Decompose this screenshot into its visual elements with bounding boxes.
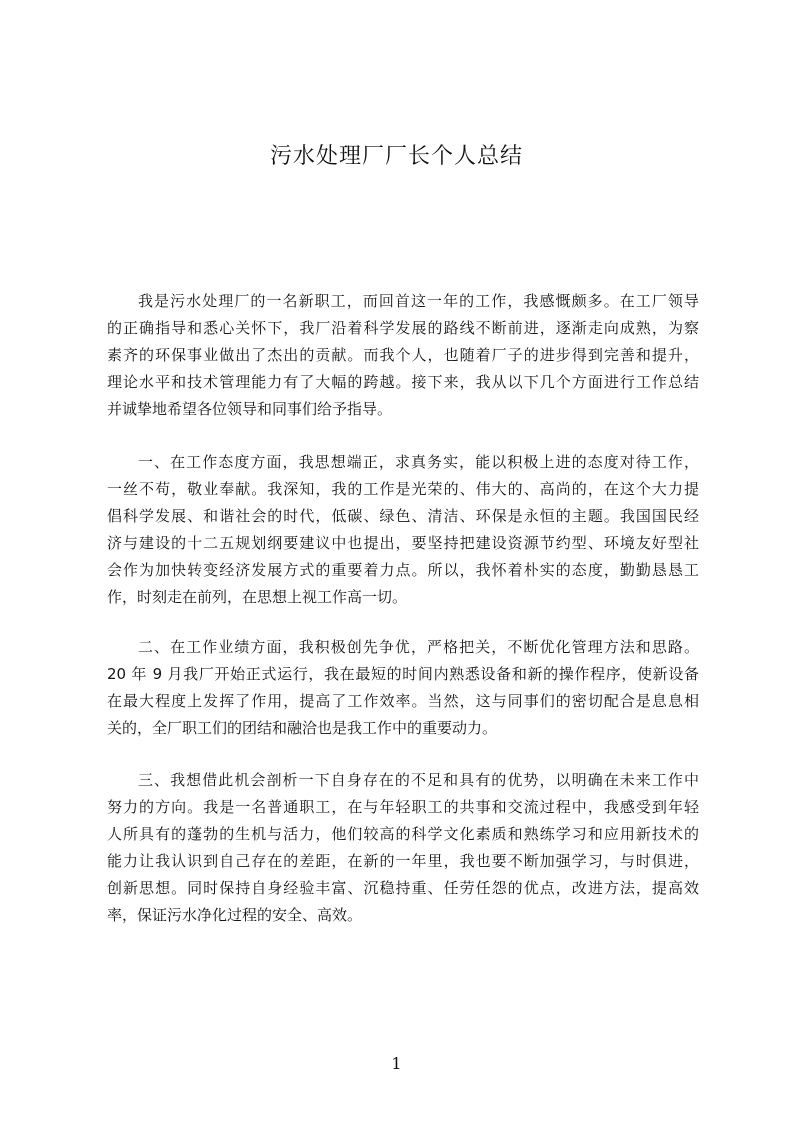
paragraph-line: 并诚挚地希望各位领导和同事们给予指导。 xyxy=(107,400,393,418)
paragraph-4 xyxy=(107,767,699,929)
paragraph-line: 关的，全厂职工们的团结和融洽也是我工作中的重要动力。 xyxy=(107,719,498,737)
paragraph-line: 能力让我认识到自己存在的差距，在新的一年里，我也要不断加强学习，与时俱进， xyxy=(107,852,699,870)
paragraph-line: 理论水平和技术管理能力有了大幅的跨越。接下来，我从以下几个方面进行工作总结 xyxy=(107,373,699,391)
paragraph-1 xyxy=(107,288,699,423)
paragraph-line: 济与建设的十二五规划纲要建议中也提出，要坚持把建设资源节约型、环境友好型社 xyxy=(107,534,699,552)
paragraph-line: 作，时刻走在前列，在思想上视工作高一切。 xyxy=(107,588,408,606)
paragraph-line: 素齐的环保事业做出了杰出的贡献。而我个人，也随着厂子的进步得到完善和提升， xyxy=(107,346,699,364)
paragraph-line: 一、在工作态度方面，我思想端正，求真务实，能以积极上进的态度对待工作， xyxy=(138,453,699,471)
paragraph-line: 20 年 9 月我厂开始正式运行，我在最短的时间内熟悉设备和新的操作程序，使新设备 xyxy=(107,665,699,683)
paragraph-line: 人所具有的蓬勃的生机与活力，他们较高的科学文化素质和熟练学习和应用新技术的 xyxy=(107,825,699,843)
paragraph-line: 的正确指导和悉心关怀下，我厂沿着科学发展的路线不断前进，逐渐走向成熟，为察 xyxy=(107,319,699,337)
page-number: 1 xyxy=(391,1054,402,1073)
paragraph-line: 三、我想借此机会剖析一下自身存在的不足和具有的优势，以明确在未来工作中 xyxy=(138,771,699,789)
paragraph-line: 在最大程度上发挥了作用，提高了工作效率。当然，这与同事们的密切配合是息息相 xyxy=(107,692,699,710)
paragraph-line: 会作为加快转变经济发展方式的重要着力点。所以，我怀着朴实的态度，勤勤恳恳工 xyxy=(107,561,699,579)
paragraph-line: 我是污水处理厂的一名新职工，而回首这一年的工作，我感慨颇多。在工厂领导 xyxy=(138,292,699,310)
paragraph-line: 倡科学发展、和谐社会的时代，低碳、绿色、清洁、环保是永恒的主题。我国国民经 xyxy=(107,507,699,525)
document-title: 污水处理厂厂长个人总结 xyxy=(269,144,523,169)
paragraph-2 xyxy=(107,449,699,611)
paragraph-line: 二、在工作业绩方面，我积极创先争优，严格把关，不断优化管理方法和思路。 xyxy=(138,638,699,656)
paragraph-line: 一丝不苟，敬业奉献。我深知，我的工作是光荣的、伟大的、高尚的，在这个大力提 xyxy=(107,480,699,498)
paragraph-line: 率，保证污水净化过程的安全、高效。 xyxy=(107,906,363,924)
paragraph-line: 努力的方向。我是一名普通职工，在与年轻职工的共事和交流过程中，我感受到年轻 xyxy=(107,798,699,816)
paragraph-line: 创新思想。同时保持自身经验丰富、沉稳持重、任劳任怨的优点，改进方法，提高效 xyxy=(107,879,699,897)
paragraph-3 xyxy=(107,634,699,742)
